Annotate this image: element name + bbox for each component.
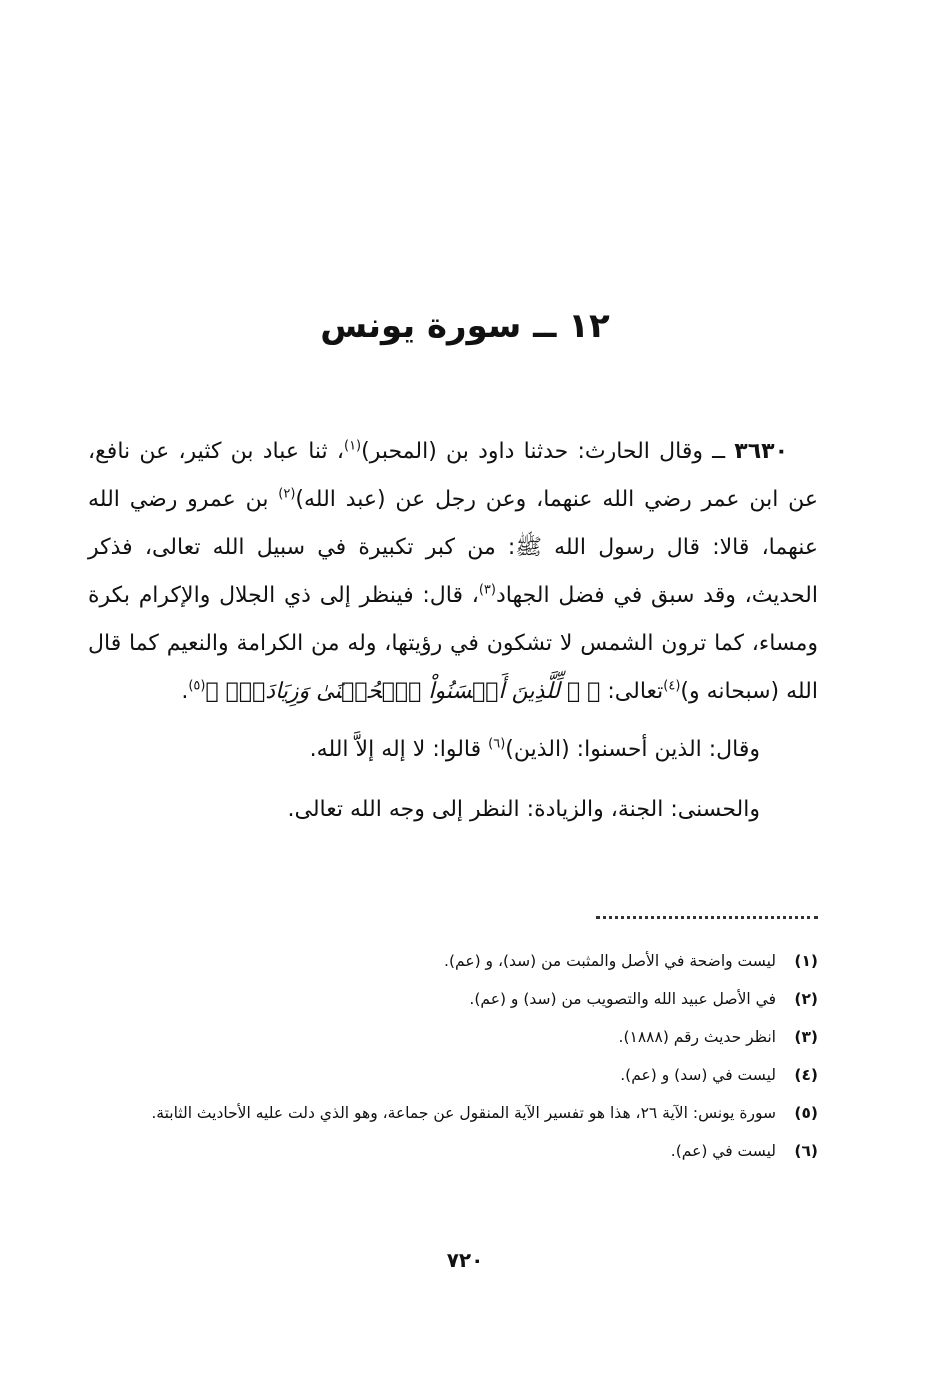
footnote-text: في الأصل عبيد الله والتصويب من (سد) و (عم). (469, 990, 776, 1008)
footnote-5 (88, 1100, 818, 1126)
tafsir-line-1-b: قالوا: لا إله إلاَّ الله. (309, 737, 489, 762)
footnote-text: انظر حديث رقم (١٨٨٨). (618, 1028, 776, 1046)
footnote-number: (٥) (794, 1104, 818, 1122)
footnote-2 (88, 986, 818, 1012)
hadith-paragraph (88, 428, 818, 716)
hadith-intro: ــ وقال الحارث: حدثنا داود بن (المحبر) (361, 439, 735, 464)
hadith-segment-4: تعالى: (600, 679, 664, 704)
footnote-3 (88, 1024, 818, 1050)
hadith-segment-3: ، قال: فينظر إلى ذي الجلال والإكرام بكرة ومساء، كما ترون الشمس لا تشكون في رؤيتها، وله من الكرامة والنعيم كما قال الله (سبحانه و) (88, 583, 818, 704)
footnote-number: (٤) (794, 1066, 818, 1084)
footnote-ref-4: (٤) (663, 678, 681, 694)
footnote-4 (88, 1062, 818, 1088)
hadith-end: . (181, 679, 189, 704)
footnote-text: ليست في (عم). (670, 1142, 776, 1160)
footnote-number: (١) (794, 952, 818, 970)
footnote-ref-3: (٣) (478, 582, 496, 598)
footnotes (88, 948, 818, 1176)
footnote-text: ليست واضحة في الأصل والمثبت من (سد)، و (عم). (444, 952, 776, 970)
tafsir-line-2: والحسنى: الجنة، والزيادة: النظر إلى وجه الله تعالى. (287, 797, 760, 822)
tafsir-line-1-a: وقال: الذين أحسنوا: (الذين) (505, 737, 760, 762)
hadith-segment-1: ، ثنا عباد بن كثير، عن نافع، عن ابن عمر رضي الله عنهما، وعن رجل عن (عبد الله) (88, 439, 818, 512)
footnote-ref-5: (٥) (188, 678, 206, 694)
footnote-number: (٢) (794, 990, 818, 1008)
main-text (88, 428, 818, 834)
footnote-separator (596, 916, 818, 919)
page-number: ٧٢٠ (446, 1248, 484, 1272)
hadith-number: ٣٦٣٠ (734, 439, 788, 464)
footnote-number: (٦) (794, 1142, 818, 1160)
tafsir-line-1 (88, 726, 818, 774)
footnote-ref-6: (٦) (488, 736, 506, 752)
footnote-6 (88, 1138, 818, 1164)
footnote-text: ليست في (سد) و (عم). (620, 1066, 776, 1084)
chapter-heading: ١٢ ــ سورة يونس (320, 306, 610, 346)
footnote-1 (88, 948, 818, 974)
hadith-segment-2: بن عمرو رضي الله عنهما، قالا: قال رسول الله ﷺ: من كبر تكبيرة في سبيل الله تعالى، فذكر الحديث، وقد سبق في فضل الجهاد (88, 487, 818, 608)
footnote-ref-1: (١) (343, 438, 362, 454)
footnote-text: سورة يونس: الآية ٢٦، هذا هو تفسير الآية المنقول عن جماعة، وهو الذي دلت عليه الأحاديث الثابتة. (151, 1104, 776, 1122)
quran-verse: ﴿ ۞ لِّلَّذِينَ أَحۡسَنُواْ ٱلۡحُسۡنَىٰ وَزِيَادَةٞۖ ﴾ (205, 679, 601, 704)
footnote-ref-2: (٢) (278, 486, 296, 502)
footnote-number: (٣) (794, 1028, 818, 1046)
